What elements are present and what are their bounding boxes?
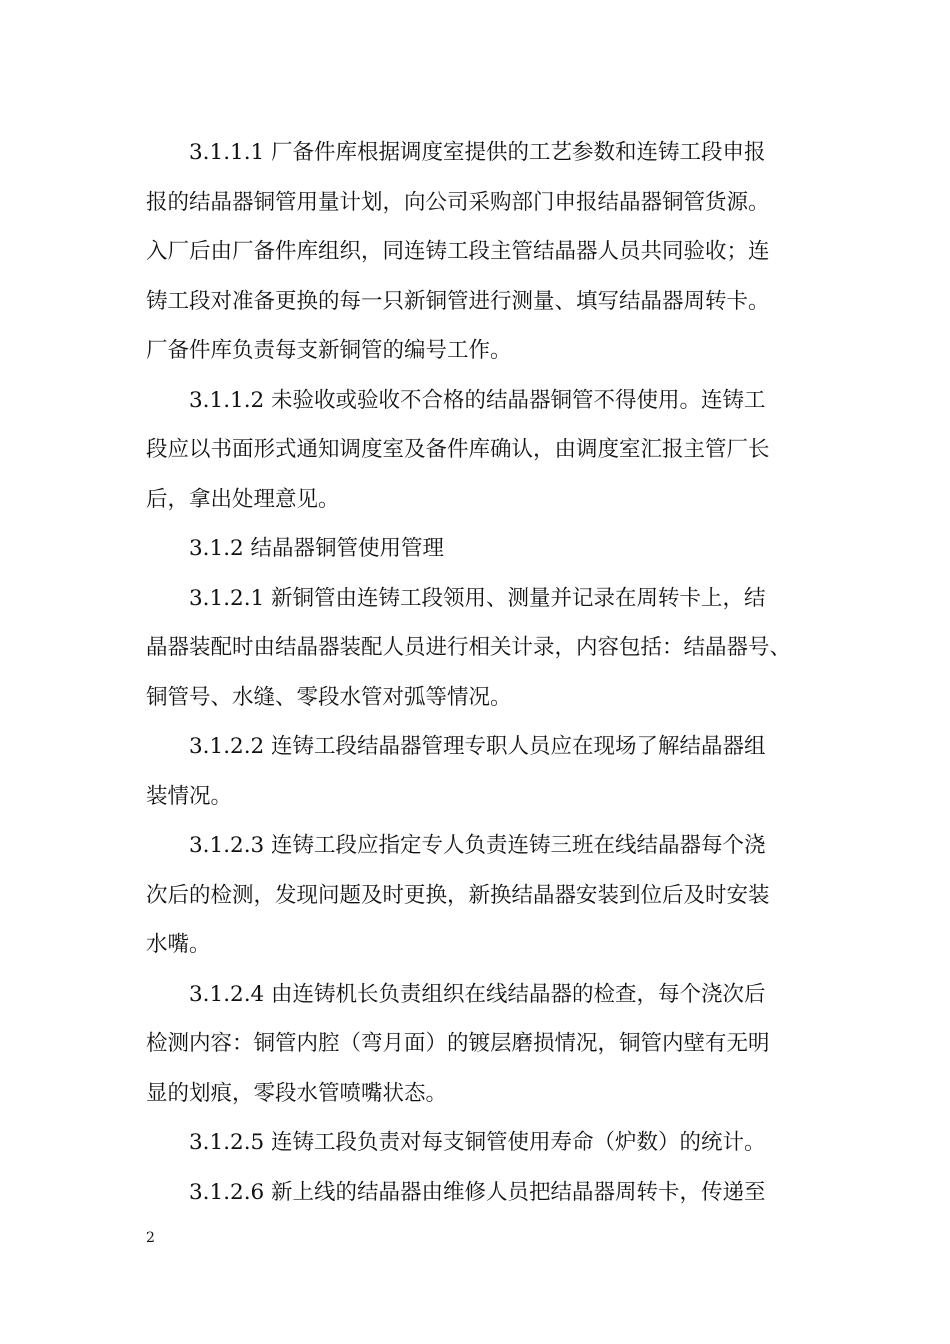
text-line: 3.1.2.3 连铸工段应指定专人负责连铸三班在线结晶器每个浇 xyxy=(189,833,766,858)
text-line: 3.1.2.6 新上线的结晶器由维修人员把结晶器周转卡，传递至 xyxy=(189,1179,766,1205)
text-line: 铜管号、水缝、零段水管对弧等情况。 xyxy=(146,684,512,710)
text-line: 次后的检测，发现问题及时更换，新换结晶器安装到位后及时安装 xyxy=(146,882,770,908)
text-line: 装情况。 xyxy=(146,783,233,809)
text-line: 段应以书面形式通知调度室及备件库确认，由调度室汇报主管厂长 xyxy=(146,437,770,462)
text-line: 检测内容：铜管内腔（弯月面）的镀层磨损情况，铜管内壁有无明 xyxy=(146,1031,770,1056)
text-line: 3.1.2.5 连铸工段负责对每支铜管使用寿命（炉数）的统计。 xyxy=(189,1130,766,1155)
text-line: 3.1.2.4 由连铸机长负责组织在线结晶器的检查，每个浇次后 xyxy=(189,981,766,1007)
text-line: 显的划痕，零段水管喷嘴状态。 xyxy=(146,1080,448,1106)
text-line: 3.1.2.2 连铸工段结晶器管理专职人员应在现场了解结晶器组 xyxy=(189,734,766,759)
text-line: 水嘴。 xyxy=(146,932,211,957)
document-body xyxy=(146,128,806,1217)
text-line: 厂备件库负责每支新铜管的编号工作。 xyxy=(146,338,512,363)
text-line: 3.1.1.2 未验收或验收不合格的结晶器铜管不得使用。连铸工 xyxy=(189,387,766,413)
text-line: 3.1.2.1 新铜管由连铸工段领用、测量并记录在周转卡上，结 xyxy=(189,585,766,611)
text-line: 入厂后由厂备件库组织，同连铸工段主管结晶器人员共同验收；连 xyxy=(146,239,770,264)
text-line: 晶器装配时由结晶器装配人员进行相关计录，内容包括：结晶器号、 xyxy=(146,635,792,660)
text-line: 后，拿出处理意见。 xyxy=(146,486,340,512)
page-number: 2 xyxy=(146,1230,155,1246)
text-line: 3.1.1.1 厂备件库根据调度室提供的工艺参数和连铸工段申报 xyxy=(189,140,766,165)
text-line: 铸工段对准备更换的每一只新铜管进行测量、填写结晶器周转卡。 xyxy=(146,288,770,314)
text-line: 报的结晶器铜管用量计划，向公司采购部门申报结晶器铜管货源。 xyxy=(146,189,770,215)
section-heading: 3.1.2 结晶器铜管使用管理 xyxy=(189,536,445,561)
